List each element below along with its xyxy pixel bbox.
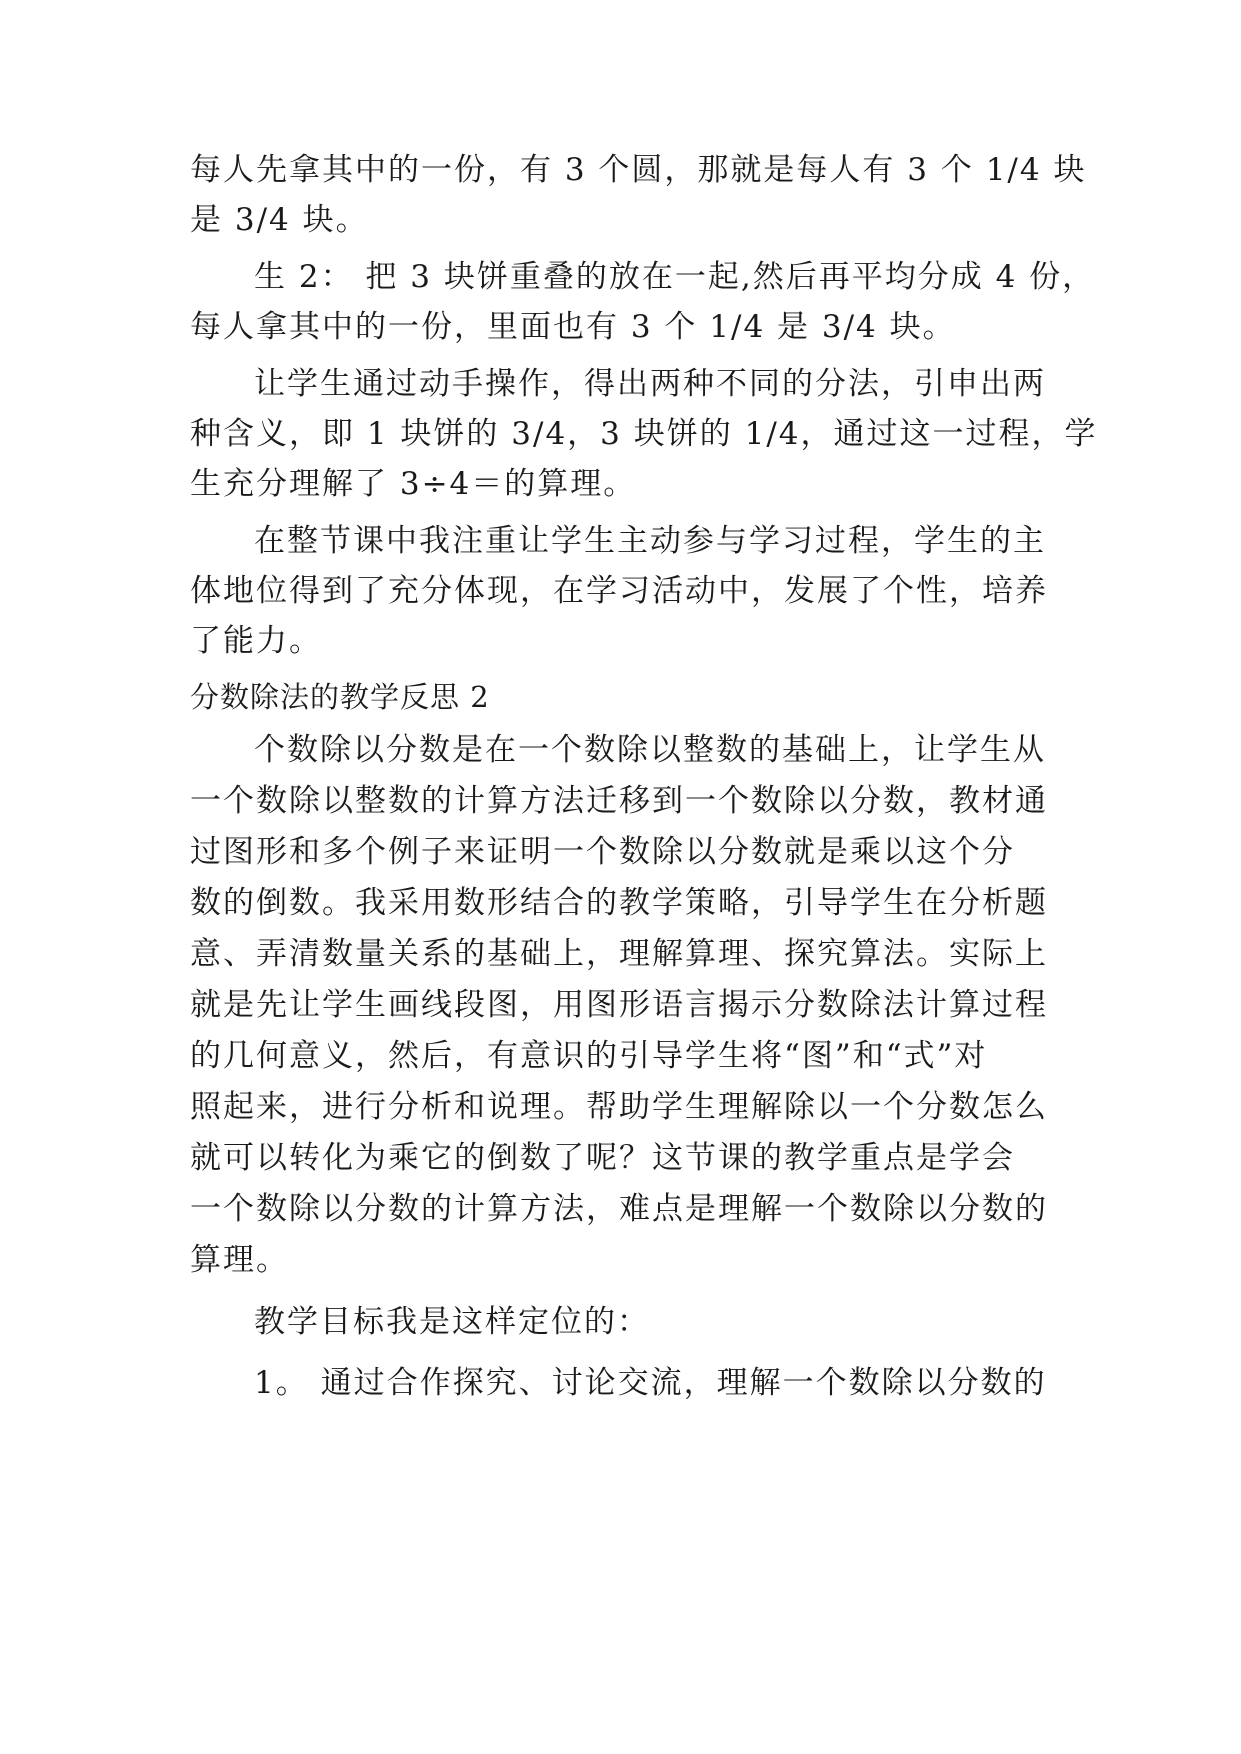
paragraph-line: 每人先拿其中的一份，有 3 个圆，那就是每人有 3 个 1/4 块 xyxy=(190,152,1087,188)
paragraph-line: 数的倒数。我采用数形结合的教学策略，引导学生在分析题 xyxy=(190,885,1048,921)
paragraph-line: 一个数除以整数的计算方法迁移到一个数除以分数，教材通 xyxy=(190,783,1048,819)
paragraph-line: 过图形和多个例子来证明一个数除以分数就是乘以这个分 xyxy=(190,834,1015,870)
paragraph-line: 每人拿其中的一份，里面也有 3 个 1/4 是 3/4 块。 xyxy=(190,309,956,345)
paragraph-line: 一个数除以分数的计算方法，难点是理解一个数除以分数的 xyxy=(190,1191,1048,1227)
paragraph-line: 生充分理解了 3÷4＝的算理。 xyxy=(190,466,637,502)
paragraph-line: 是 3/4 块。 xyxy=(190,202,369,238)
paragraph-line: 了能力。 xyxy=(190,623,322,659)
paragraph-line: 的几何意义，然后，有意识的引导学生将“图”和“式”对 xyxy=(190,1038,988,1074)
paragraph-line: 1。 通过合作探究、讨论交流，理解一个数除以分数的 xyxy=(254,1365,1047,1401)
section-heading: 分数除法的教学反思 2 xyxy=(190,680,490,714)
paragraph-line: 算理。 xyxy=(190,1242,289,1278)
paragraph-line: 在整节课中我注重让学生主动参与学习过程，学生的主 xyxy=(254,523,1046,559)
paragraph-line: 就是先让学生画线段图，用图形语言揭示分数除法计算过程 xyxy=(190,987,1048,1023)
paragraph-line: 意、弄清数量关系的基础上，理解算理、探究算法。实际上 xyxy=(190,936,1048,972)
paragraph-line: 教学目标我是这样定位的： xyxy=(254,1304,650,1340)
paragraph-line: 个数除以分数是在一个数除以整数的基础上，让学生从 xyxy=(254,732,1046,768)
paragraph-line: 种含义，即 1 块饼的 3/4，3 块饼的 1/4，通过这一过程，学 xyxy=(190,416,1098,452)
paragraph-line: 生 2： 把 3 块饼重叠的放在一起,然后再平均分成 4 份， xyxy=(254,259,1096,295)
paragraph-line: 让学生通过动手操作，得出两种不同的分法，引申出两 xyxy=(254,366,1046,402)
paragraph-line: 照起来，进行分析和说理。帮助学生理解除以一个分数怎么 xyxy=(190,1089,1048,1125)
paragraph-line: 体地位得到了充分体现，在学习活动中，发展了个性，培养 xyxy=(190,573,1048,609)
paragraph-line: 就可以转化为乘它的倒数了呢？这节课的教学重点是学会 xyxy=(190,1140,1015,1176)
